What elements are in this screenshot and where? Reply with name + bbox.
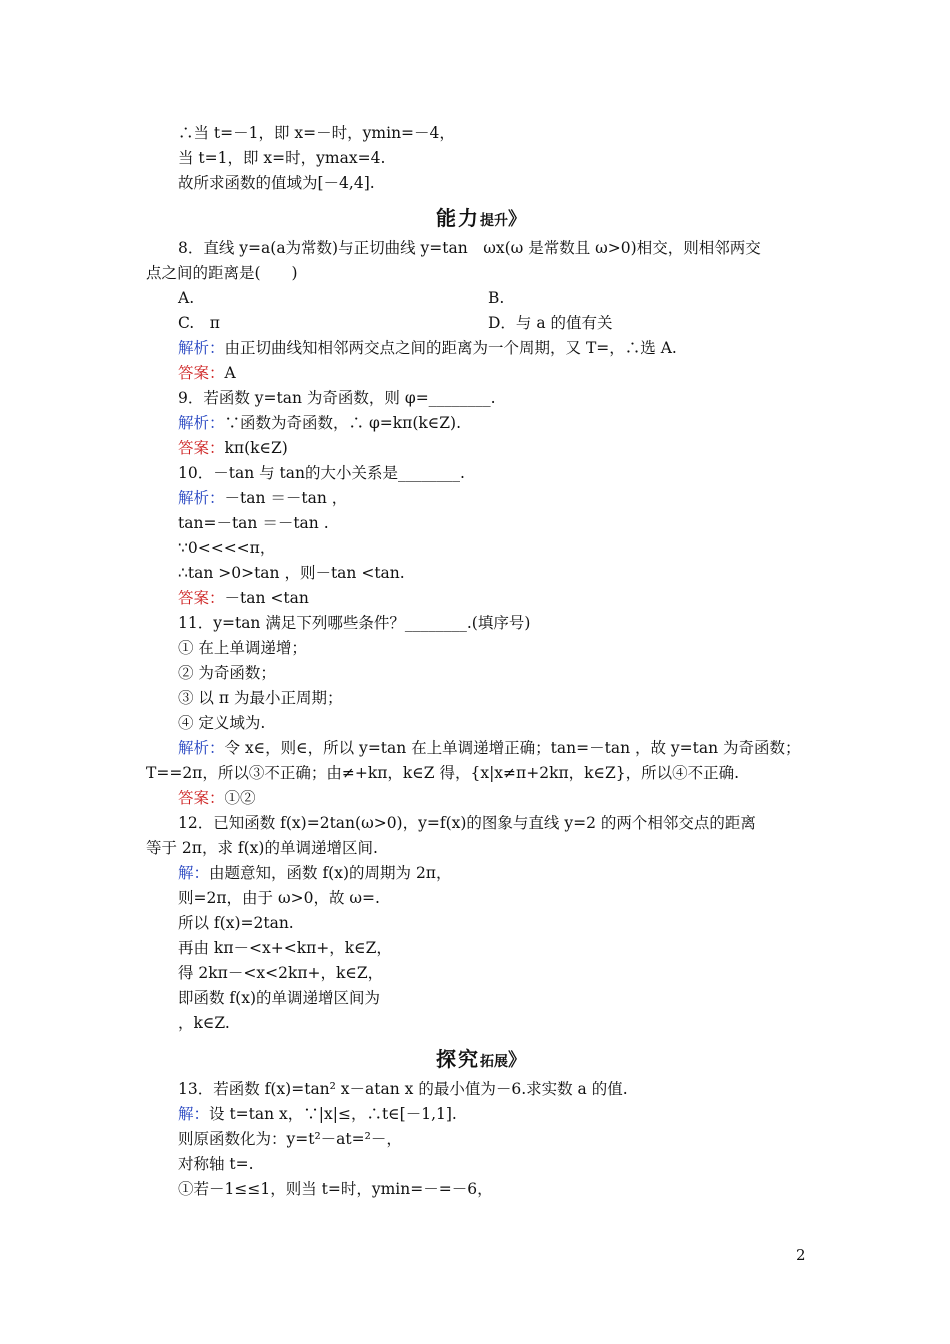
solution-line xyxy=(178,738,801,758)
text-line: 点之间的距离是( ) xyxy=(146,264,298,282)
question-9: 9．若函数 y=tan 为奇函数，则 φ=________. xyxy=(178,389,496,407)
answer-label: 答案： xyxy=(178,589,225,607)
option-d: D．与 a 的值有关 xyxy=(488,314,613,332)
answer-line xyxy=(178,438,288,458)
double-arrow-icon: 》 xyxy=(508,209,526,230)
answer-label: 答案： xyxy=(178,789,225,807)
solution-line xyxy=(178,488,347,508)
text-line: 即函数 f(x)的单调递增区间为 xyxy=(178,989,381,1007)
question-11: 11．y=tan 满足下列哪些条件？________.(填序号) xyxy=(178,614,531,632)
banner-title: 能力 xyxy=(436,206,480,230)
solution-label: 解析： xyxy=(178,489,225,507)
question-8: 8．直线 y=a(a为常数)与正切曲线 y=tan ωx(ω 是常数且 ω>0)相交，则相邻两交 xyxy=(178,239,761,257)
answer-text: －tan <tan xyxy=(224,589,309,607)
solution-line xyxy=(178,1104,457,1124)
text-line: ∵0<<<<π， xyxy=(178,539,276,557)
text-line: tan=－tan ＝－tan . xyxy=(178,514,329,532)
solution-label: 解： xyxy=(178,864,210,882)
text-line: 当 t=1，即 x=时，ymax=4. xyxy=(178,149,386,167)
text-line: 所以 f(x)=2tan. xyxy=(178,914,294,932)
option-c: C. π xyxy=(178,314,220,332)
solution-line xyxy=(178,863,452,883)
option-b: B. xyxy=(488,289,505,307)
banner-subtitle: 提升 xyxy=(480,213,508,229)
option-a: A. xyxy=(178,289,195,307)
banner-title: 探究 xyxy=(436,1047,480,1071)
double-arrow-icon: 》 xyxy=(508,1050,526,1071)
solution-label: 解析： xyxy=(178,414,225,432)
condition-item: ① 在上单调递增； xyxy=(178,639,307,657)
text-line: ，k∈Z. xyxy=(178,1014,230,1032)
solution-line xyxy=(178,413,461,433)
question-10: 10．－tan 与 tan的大小关系是________. xyxy=(178,464,465,482)
page-number: 2 xyxy=(796,1246,806,1264)
banner-subtitle: 拓展 xyxy=(480,1054,508,1070)
answer-text: kπ(k∈Z) xyxy=(224,439,288,457)
question-13: 13．若函数 f(x)=tan² x－atan x 的最小值为－6.求实数 a 的值. xyxy=(178,1080,628,1098)
solution-text: 由题意知，函数 f(x)的周期为 2π， xyxy=(209,864,452,882)
solution-text: 设 t=tan x，∵|x|≤，∴t∈[－1,1]. xyxy=(209,1105,457,1123)
answer-line xyxy=(178,363,236,383)
text-line: 则=2π，由于 ω>0，故 ω=. xyxy=(178,889,380,907)
condition-item: ③ 以 π 为最小正周期； xyxy=(178,689,343,707)
answer-text: ①② xyxy=(224,789,256,807)
text-line: 得 2kπ－<x<2kπ+，k∈Z， xyxy=(178,964,384,982)
solution-text: 由正切曲线知相邻两交点之间的距离为一个周期，又 T=，∴选 A. xyxy=(224,339,677,357)
solution-line xyxy=(178,338,677,358)
text-line: 对称轴 t=. xyxy=(178,1155,254,1173)
answer-line xyxy=(178,788,256,808)
solution-text: 令 x∈，则∈，所以 y=tan 在上单调递增正确；tan=－tan ，故 y=tan 为奇函数； xyxy=(224,739,801,757)
text-line: 再由 kπ－<x+<kπ+，k∈Z， xyxy=(178,939,392,957)
text-line: 故所求函数的值域为[－4,4]. xyxy=(178,174,375,192)
answer-text: A xyxy=(224,364,236,382)
section-banner-ability xyxy=(436,202,576,228)
answer-label: 答案： xyxy=(178,439,225,457)
text-line: ∴当 t=－1，即 x=－时，ymin=－4， xyxy=(178,124,455,142)
answer-line xyxy=(178,588,309,608)
solution-label: 解析： xyxy=(178,339,225,357)
text-line: ①若－1≤≤1，则当 t=时，ymin=－=－6， xyxy=(178,1180,493,1198)
solution-label: 解： xyxy=(178,1105,210,1123)
solution-label: 解析： xyxy=(178,739,225,757)
text-line: 等于 2π，求 f(x)的单调递增区间. xyxy=(146,839,378,857)
section-banner-explore xyxy=(436,1043,576,1069)
text-line: ∴tan >0>tan ，则－tan <tan. xyxy=(178,564,405,582)
answer-label: 答案： xyxy=(178,364,225,382)
condition-item: ② 为奇函数； xyxy=(178,664,276,682)
text-line: T==2π，所以③不正确；由≠+kπ，k∈Z 得，{x|x≠π+2kπ，k∈Z}，所以④不正确. xyxy=(146,764,740,782)
solution-text: －tan ＝－tan ， xyxy=(224,489,348,507)
solution-text: ∵函数为奇函数，∴ φ=kπ(k∈Z). xyxy=(224,414,462,432)
question-12: 12．已知函数 f(x)=2tan(ω>0)，y=f(x)的图象与直线 y=2 的两个相邻交点的距离 xyxy=(178,814,756,832)
condition-item: ④ 定义域为. xyxy=(178,714,266,732)
text-line: 则原函数化为：y=t²－at=²－， xyxy=(178,1130,402,1148)
